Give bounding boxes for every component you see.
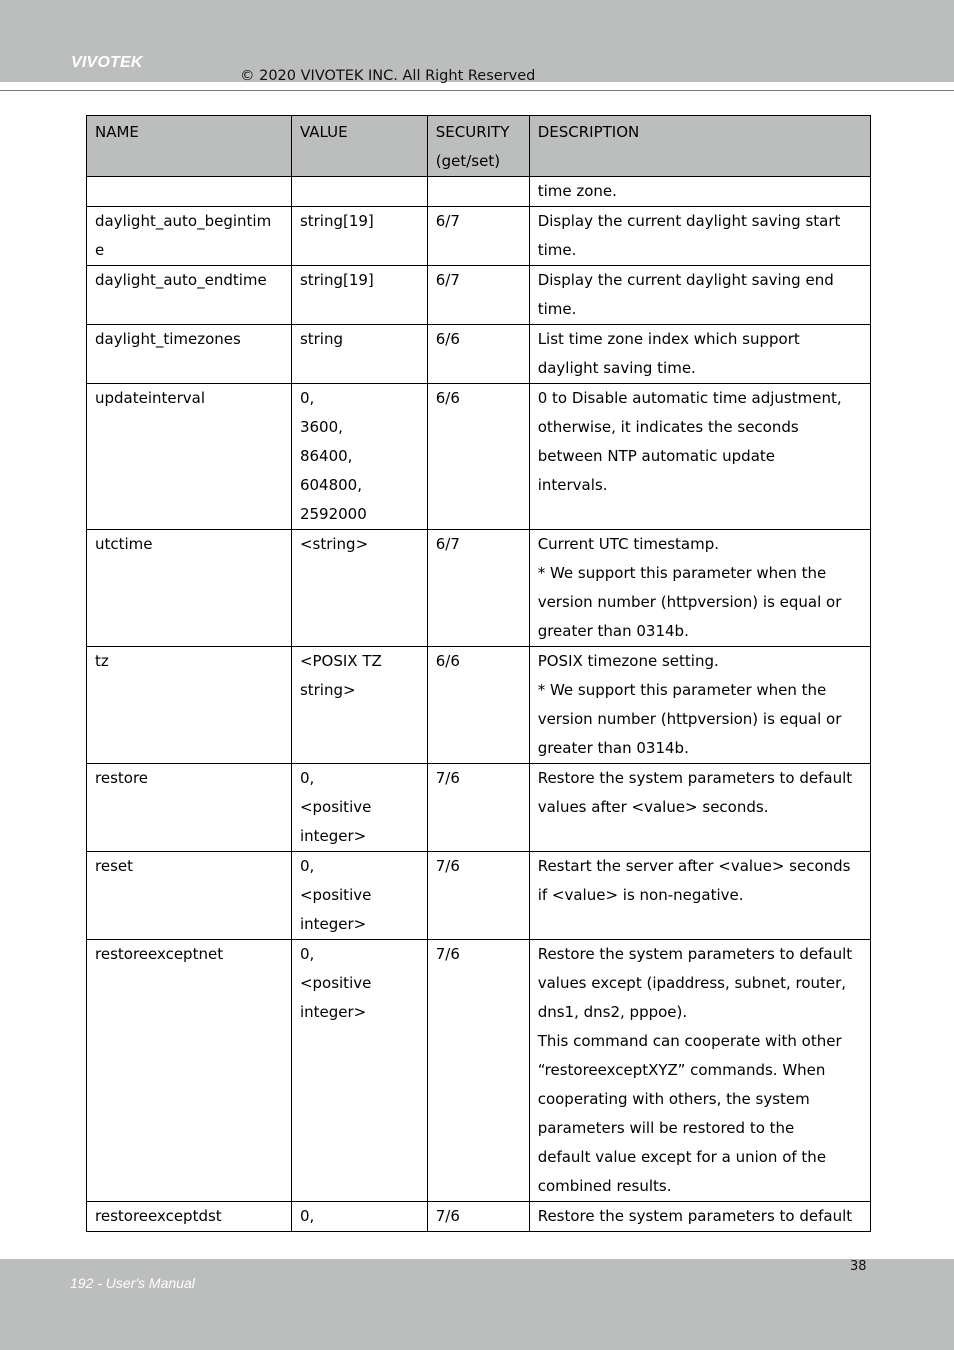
cell-security: 7/6 — [427, 940, 529, 1202]
cell-description — [529, 647, 870, 764]
cell-description-line: if <value> is non-negative. — [537, 886, 744, 904]
cell-value-line: <positive — [299, 886, 372, 904]
cell-description-line: * We support this parameter when the — [537, 564, 827, 582]
cell-description-line: version number (httpversion) is equal or — [537, 593, 842, 611]
table-header-row — [87, 116, 871, 177]
cell-description-line: between NTP automatic update — [537, 447, 776, 465]
cell-value-line: 0, — [299, 389, 315, 407]
cell-description — [529, 530, 870, 647]
table-row — [87, 852, 871, 940]
cell-value-line: 2592000 — [299, 505, 367, 523]
brand-logo-text: VIVOTEK — [71, 54, 143, 71]
cell-value-line: 0, — [299, 857, 315, 875]
header-security-sub: (get/set) — [435, 152, 501, 170]
table-row — [87, 266, 871, 325]
cell-security: 7/6 — [427, 1202, 529, 1232]
table-row — [87, 530, 871, 647]
cell-security: 6/7 — [427, 266, 529, 325]
cell-value-line: <positive — [299, 974, 372, 992]
cell-name — [87, 647, 292, 764]
cell-value — [291, 530, 427, 647]
header-band — [0, 0, 954, 82]
header-description: DESCRIPTION — [529, 116, 870, 177]
cell-name — [87, 177, 292, 207]
cell-value — [291, 940, 427, 1202]
cell-name — [87, 1202, 292, 1232]
cell-name-line: restore — [95, 769, 149, 787]
cell-value-line: string[19] — [299, 212, 374, 230]
cell-description-line: version number (httpversion) is equal or — [537, 710, 842, 728]
cell-description-line: * We support this parameter when the — [537, 681, 827, 699]
cell-description-line: values except (ipaddress, subnet, router, — [537, 974, 847, 992]
cell-security: 7/6 — [427, 764, 529, 852]
cell-value-line: <positive — [299, 798, 372, 816]
cell-security — [427, 177, 529, 207]
table-row — [87, 325, 871, 384]
table-row — [87, 1202, 871, 1232]
table-row — [87, 207, 871, 266]
cell-name-line: daylight_auto_endtime — [95, 271, 267, 289]
cell-value — [291, 764, 427, 852]
cell-security: 6/6 — [427, 647, 529, 764]
cell-value-line: 604800, — [299, 476, 362, 494]
cell-value — [291, 266, 427, 325]
cell-description-line: greater than 0314b. — [537, 622, 689, 640]
cell-value — [291, 1202, 427, 1232]
cell-name — [87, 266, 292, 325]
cell-description-line: values after <value> seconds. — [537, 798, 769, 816]
header-name: NAME — [87, 116, 292, 177]
header-security-label: SECURITY — [435, 123, 510, 141]
cell-name — [87, 384, 292, 530]
parameter-table — [86, 115, 871, 1232]
cell-description — [529, 325, 870, 384]
cell-value-line: string> — [299, 681, 356, 699]
cell-value — [291, 647, 427, 764]
cell-name — [87, 530, 292, 647]
cell-security: 6/7 — [427, 207, 529, 266]
cell-value — [291, 852, 427, 940]
cell-description-line: Display the current daylight saving start — [537, 212, 841, 230]
cell-description-line: This command can cooperate with other — [537, 1032, 842, 1050]
cell-value — [291, 384, 427, 530]
cell-description — [529, 764, 870, 852]
cell-description-line: greater than 0314b. — [537, 739, 689, 757]
cell-name-line: daylight_timezones — [95, 330, 241, 348]
cell-description-line: time. — [537, 241, 577, 259]
cell-description-line: Restore the system parameters to default — [537, 1207, 853, 1225]
cell-description-line: default value except for a union of the — [537, 1148, 827, 1166]
cell-value-line: <POSIX TZ — [299, 652, 382, 670]
cell-description-line: combined results. — [537, 1177, 672, 1195]
cell-name-line: restoreexceptnet — [95, 945, 224, 963]
cell-value-line: integer> — [299, 827, 367, 845]
cell-description — [529, 266, 870, 325]
cell-name-line: reset — [95, 857, 133, 875]
cell-value — [291, 177, 427, 207]
cell-description-line: Display the current daylight saving end — [537, 271, 834, 289]
table-row — [87, 384, 871, 530]
cell-value-line: string[19] — [299, 271, 374, 289]
cell-description-line: time. — [537, 300, 577, 318]
cell-name — [87, 852, 292, 940]
cell-description-line: otherwise, it indicates the seconds — [537, 418, 799, 436]
header-divider — [0, 90, 954, 91]
cell-value-line: 3600, — [299, 418, 343, 436]
cell-name — [87, 764, 292, 852]
cell-value-line: integer> — [299, 915, 367, 933]
cell-name — [87, 207, 292, 266]
cell-description — [529, 384, 870, 530]
cell-name — [87, 325, 292, 384]
cell-value-line: 86400, — [299, 447, 353, 465]
table-row — [87, 177, 871, 207]
cell-description-line: cooperating with others, the system — [537, 1090, 810, 1108]
cell-name-line: tz — [95, 652, 109, 670]
footer-band — [0, 1259, 954, 1350]
copyright-notice: © 2020 VIVOTEK INC. All Right Reserved — [240, 68, 536, 84]
cell-security: 6/6 — [427, 325, 529, 384]
cell-value-line: <string> — [299, 535, 369, 553]
cell-description — [529, 1202, 870, 1232]
cell-name-line: e — [95, 241, 105, 259]
cell-value-line: string — [299, 330, 343, 348]
table-row — [87, 940, 871, 1202]
cell-description-line: Restore the system parameters to default — [537, 945, 853, 963]
cell-name-line: updateinterval — [95, 389, 206, 407]
table-body — [87, 177, 871, 1232]
cell-description — [529, 207, 870, 266]
cell-description-line: time zone. — [537, 182, 617, 200]
cell-description-line: “restoreexceptXYZ” commands. When — [537, 1061, 826, 1079]
cell-security: 7/6 — [427, 852, 529, 940]
manual-page-label: 192 - User's Manual — [70, 1275, 195, 1291]
cell-name-line: daylight_auto_begintim — [95, 212, 272, 230]
cell-description — [529, 940, 870, 1202]
cell-description — [529, 852, 870, 940]
cell-description-line: Restore the system parameters to default — [537, 769, 853, 787]
cell-value-line: 0, — [299, 1207, 315, 1225]
table-row — [87, 764, 871, 852]
page-number: 38 — [850, 1259, 867, 1274]
header-security — [427, 116, 529, 177]
cell-description-line: parameters will be restored to the — [537, 1119, 795, 1137]
cell-value — [291, 207, 427, 266]
header-value: VALUE — [291, 116, 427, 177]
cell-description-line: Current UTC timestamp. — [537, 535, 719, 553]
cell-description — [529, 177, 870, 207]
cell-description-line: dns1, dns2, pppoe). — [537, 1003, 688, 1021]
cell-name-line: utctime — [95, 535, 153, 553]
cell-description-line: 0 to Disable automatic time adjustment, — [537, 389, 842, 407]
cell-value-line: 0, — [299, 945, 315, 963]
cell-description-line: Restart the server after <value> seconds — [537, 857, 851, 875]
cell-name-line: restoreexceptdst — [95, 1207, 222, 1225]
cell-security: 6/7 — [427, 530, 529, 647]
cell-security: 6/6 — [427, 384, 529, 530]
table-row — [87, 647, 871, 764]
cell-value-line: integer> — [299, 1003, 367, 1021]
cell-name — [87, 940, 292, 1202]
cell-description-line: List time zone index which support — [537, 330, 800, 348]
cell-value-line: 0, — [299, 769, 315, 787]
cell-description-line: daylight saving time. — [537, 359, 696, 377]
cell-description-line: intervals. — [537, 476, 608, 494]
cell-description-line: POSIX timezone setting. — [537, 652, 719, 670]
cell-value — [291, 325, 427, 384]
